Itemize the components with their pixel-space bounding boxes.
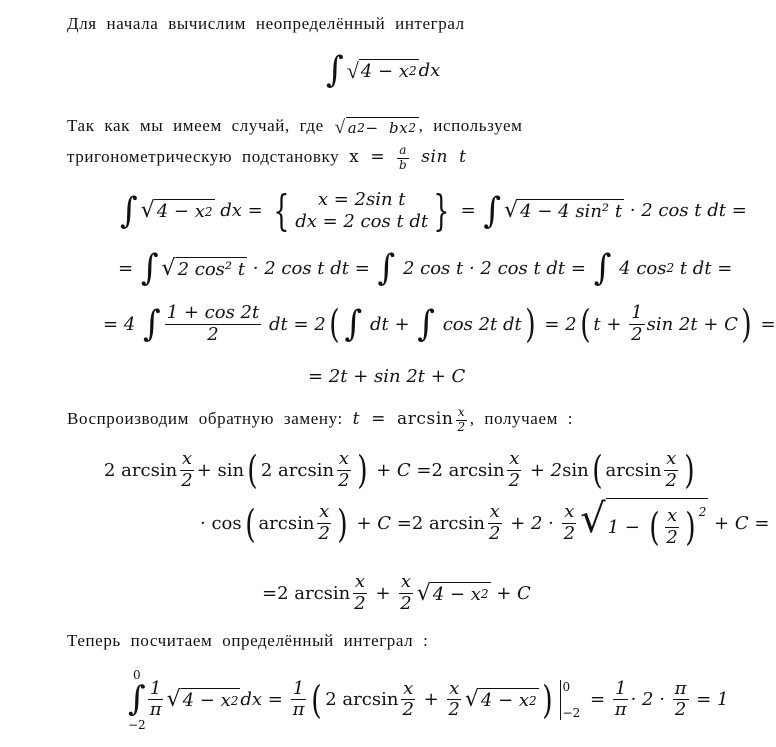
paragraph-substitution-text: тригонометрическую подстановку bbox=[67, 147, 340, 167]
substitution-sin-t: sin t bbox=[421, 147, 467, 168]
paragraph-case-tail: , используем bbox=[418, 116, 523, 135]
paragraph-back-substitution-text: Воспроизводим обратную замену: bbox=[67, 409, 343, 429]
equation-line-2: = ∫ √ 2 cos² t · 2 cos t dt = ∫ 2 cos t · 2 cos t dt = ∫ 4 cos 2 t dt = bbox=[118, 247, 733, 289]
back-substitution-t: t = arcsin bbox=[352, 409, 454, 430]
sqrt-a2-bx2: √ a 2 − bx 2 bbox=[334, 117, 417, 139]
substitution-x: x = bbox=[349, 147, 386, 168]
equation-line-1: ∫ √ 4 − x 2 dx = { x = 2sin t dx = 2 cos t dt } = ∫ √ 4 − 4 sin² t · 2 cos t dt = bbox=[120, 186, 747, 235]
equation-line-4: = 2t + sin 2t + C bbox=[308, 366, 466, 387]
paragraph-back-substitution-tail: , получаем : bbox=[469, 409, 574, 429]
sqrt-expression: √ 4 − x 2 bbox=[346, 57, 417, 83]
equation-line-5: 2 arcsin $\frac{x}{2}$ + sin ( 2 arcsin $\frac{x}{2}$ ) + C = 2 arcsin $\frac{x}{2}$ + 2 sin ( arcsin $\frac{x}{2}$ ) bbox=[104, 447, 695, 492]
equation-indefinite-integral bbox=[324, 50, 440, 90]
integral-sign: ∫ bbox=[326, 49, 344, 91]
differential: dx bbox=[418, 59, 441, 81]
fraction-x-over-2: $\frac{x}{2}$ bbox=[457, 405, 466, 434]
paragraph-intro: Для начала вычислим неопределённый интеграл bbox=[67, 14, 465, 33]
equation-line-3: = 4 ∫ $\frac{1 + \cos 2t}{2}$ dt = 2 ( ∫ dt + ∫ cos 2t dt ) = 2 ( t + $\frac{1}{2}$ sin 2t + C ) = bbox=[103, 301, 776, 346]
paragraph-case bbox=[67, 116, 522, 137]
integral-limits: 0 ∫ −2 bbox=[128, 668, 146, 732]
paragraph-back-substitution bbox=[67, 406, 573, 435]
equation-line-6: · cos ( arcsin $\frac{x}{2}$ ) + C = 2 arcsin $\frac{x}{2}$ + 2 · $\frac{x}{2}$ √ 1 − ( $\frac{x}{2}$ ) $^2$ + C = bbox=[200, 496, 770, 549]
paragraph-definite: Теперь посчитаем определённый интеграл : bbox=[67, 631, 429, 650]
equation-definite-integral: 0 ∫ −2 $\frac{1}{\pi}$ √ 4 − x 2 dx = $\frac{1}{\pi}$ ( 2 arcsin $\frac{x}{2}$ + $\frac{x}{2}$ √ 4 − x 2 ) 0 −2 = $\frac{1}{\pi}$ · 2 · $\frac{\pi}{2}$ = 1 bbox=[128, 668, 729, 732]
evaluation-bar: 0 −2 bbox=[560, 680, 581, 720]
paragraph-case-text: Так как мы имеем случай, где bbox=[67, 116, 324, 135]
substitution-system: x = 2sin t dx = 2 cos t dt bbox=[295, 188, 429, 232]
equation-line-7: = 2 arcsin $\frac{x}{2}$ + $\frac{x}{2}$ √ 4 − x 2 + C bbox=[262, 571, 531, 614]
fraction-a-over-b: $\frac{a}{b}$ bbox=[399, 143, 408, 172]
paragraph-substitution bbox=[67, 144, 467, 173]
